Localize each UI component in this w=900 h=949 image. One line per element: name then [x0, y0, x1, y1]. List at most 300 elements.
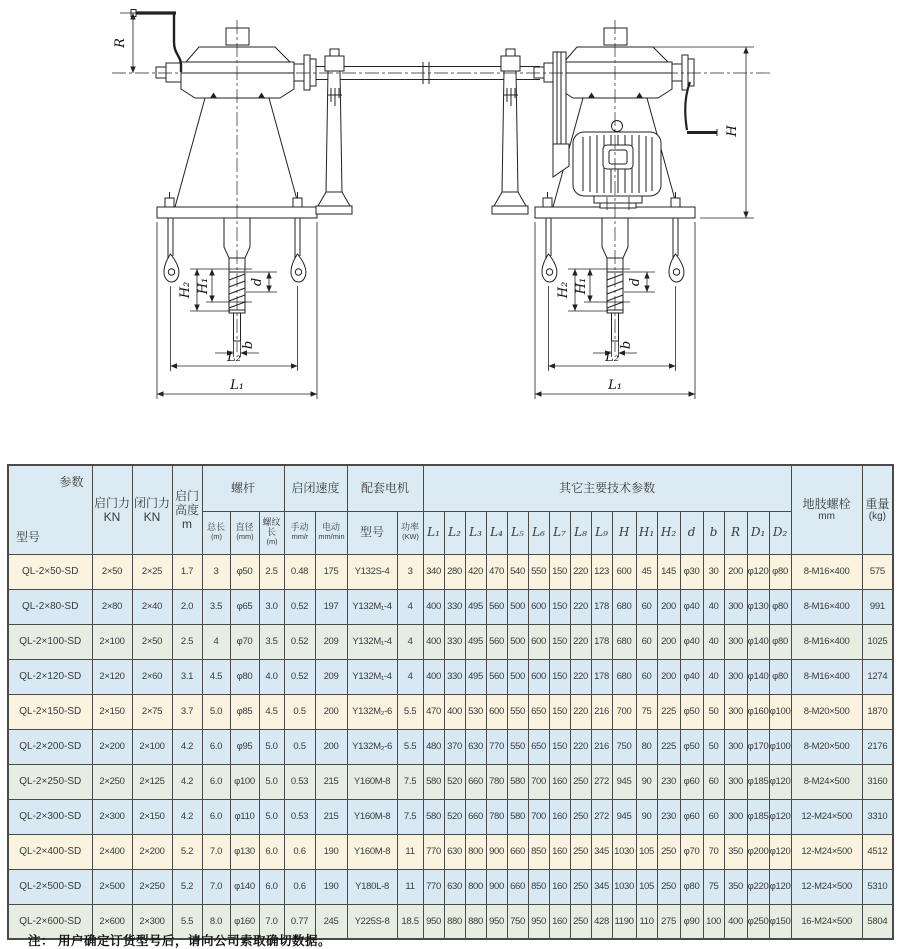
table-cell: 850: [528, 834, 549, 869]
table-cell: 2×125: [132, 764, 172, 799]
table-cell: 150: [549, 694, 570, 729]
col-header-b: b: [703, 511, 724, 554]
table-cell: 2.0: [172, 589, 202, 624]
table-cell: φ50: [680, 694, 703, 729]
table-cell: φ120: [769, 764, 791, 799]
table-cell: 660: [507, 834, 528, 869]
table-cell: 178: [591, 659, 612, 694]
table-cell: 300: [724, 729, 747, 764]
table-cell: 200: [724, 554, 747, 589]
table-cell: 945: [612, 799, 636, 834]
table-cell: 7.5: [397, 799, 423, 834]
table-cell: 100: [703, 904, 724, 939]
table-cell: φ65: [230, 589, 259, 624]
table-cell: 850: [528, 869, 549, 904]
table-cell: φ80: [769, 554, 791, 589]
table-cell: 5.5: [397, 729, 423, 764]
table-cell: 500: [507, 659, 528, 694]
table-cell: 3.5: [202, 589, 230, 624]
table-cell: φ250: [747, 904, 769, 939]
table-cell: 216: [591, 729, 612, 764]
table-cell: 630: [444, 834, 465, 869]
table-row: [8, 869, 893, 904]
table-cell: 2×120: [92, 659, 132, 694]
table-cell: 50: [703, 729, 724, 764]
table-cell: φ70: [230, 624, 259, 659]
col-header-thread-length: 螺纹长 (m): [259, 511, 284, 554]
group-header-screw: 螺杆: [202, 465, 284, 511]
table-cell: 2×150: [132, 799, 172, 834]
table-cell: φ80: [230, 659, 259, 694]
table-cell: 11: [397, 834, 423, 869]
table-cell: 6.0: [202, 729, 230, 764]
col-header-motor-power: 功率 (KW): [397, 511, 423, 554]
table-cell: 4: [397, 624, 423, 659]
table-cell: Y180L-8: [347, 869, 397, 904]
table-cell: 8-M16×400: [791, 554, 862, 589]
table-cell: 150: [549, 659, 570, 694]
table-cell: 178: [591, 624, 612, 659]
table-cell: 2×250: [132, 869, 172, 904]
table-cell: 7.0: [259, 904, 284, 939]
col-header-anchor-bolt: 地肢螺栓 mm: [791, 465, 862, 554]
table-cell: 6.0: [202, 764, 230, 799]
table-row: [8, 554, 893, 589]
table-cell: 3.5: [259, 624, 284, 659]
table-cell: 250: [570, 764, 591, 799]
table-cell: 220: [570, 729, 591, 764]
table-row: [8, 659, 893, 694]
table-cell: φ170: [747, 729, 769, 764]
table-cell: Y160M-8: [347, 764, 397, 799]
table-cell: 540: [507, 554, 528, 589]
table-cell: 230: [657, 799, 680, 834]
table-cell: 350: [724, 834, 747, 869]
table-cell: φ50: [230, 554, 259, 589]
table-cell: 900: [486, 869, 507, 904]
table-cell: 45: [636, 554, 657, 589]
table-cell: 770: [423, 869, 444, 904]
table-cell: 780: [486, 799, 507, 834]
table-cell: 105: [636, 869, 657, 904]
table-cell: 3310: [862, 799, 893, 834]
table-cell: 550: [507, 694, 528, 729]
dim-label-l1: L₁: [230, 378, 244, 393]
table-cell: 5.5: [397, 694, 423, 729]
table-cell: 4.2: [172, 764, 202, 799]
table-cell: 220: [570, 659, 591, 694]
table-cell: 330: [444, 659, 465, 694]
table-cell: 275: [657, 904, 680, 939]
col-header-open-force: 启门力 KN: [92, 465, 132, 554]
table-cell: 200: [657, 589, 680, 624]
table-cell: 600: [612, 554, 636, 589]
table-cell: 800: [465, 834, 486, 869]
table-cell: 209: [315, 659, 347, 694]
table-cell: 4.0: [259, 659, 284, 694]
table-cell: 5.5: [172, 904, 202, 939]
table-cell: Y225S-8: [347, 904, 397, 939]
table-cell: Y132M₁-4: [347, 659, 397, 694]
table-cell: 880: [465, 904, 486, 939]
table-row: [8, 624, 893, 659]
table-cell: φ80: [769, 624, 791, 659]
table-cell: 370: [444, 729, 465, 764]
table-cell: 300: [724, 659, 747, 694]
table-cell: φ200: [747, 834, 769, 869]
table-cell: 660: [507, 869, 528, 904]
table-cell: QL-2×80-SD: [8, 589, 92, 624]
table-cell: 215: [315, 764, 347, 799]
footnote: 注： 用户确定订货型号后，请向公司索取确切数据。: [28, 934, 331, 948]
table-cell: φ120: [769, 834, 791, 869]
table-body: [8, 554, 893, 939]
table-cell: φ160: [230, 904, 259, 939]
table-row: [8, 589, 893, 624]
table-cell: φ80: [769, 659, 791, 694]
table-cell: QL-2×500-SD: [8, 869, 92, 904]
table-cell: 220: [570, 589, 591, 624]
table-cell: 40: [703, 589, 724, 624]
table-cell: 880: [444, 904, 465, 939]
table-cell: φ95: [230, 729, 259, 764]
table-cell: 7.0: [202, 834, 230, 869]
table-cell: 5.0: [259, 764, 284, 799]
table-cell: 2×400: [92, 834, 132, 869]
table-row: [8, 694, 893, 729]
group-header-speed: 启闭速度: [284, 465, 347, 511]
technical-drawing: [0, 0, 900, 460]
table-cell: 8-M20×500: [791, 729, 862, 764]
table-cell: 225: [657, 694, 680, 729]
table-cell: 50: [703, 694, 724, 729]
table-cell: 1.7: [172, 554, 202, 589]
table-cell: 200: [657, 659, 680, 694]
table-cell: φ130: [230, 834, 259, 869]
table-cell: 6.0: [259, 834, 284, 869]
table-cell: 190: [315, 869, 347, 904]
table-cell: 495: [465, 589, 486, 624]
table-cell: 780: [486, 764, 507, 799]
table-cell: 250: [570, 904, 591, 939]
col-header-D1: D₁: [747, 511, 769, 554]
table-cell: φ70: [680, 834, 703, 869]
table-cell: 950: [528, 904, 549, 939]
table-cell: φ60: [680, 799, 703, 834]
table-cell: 160: [549, 869, 570, 904]
table-cell: 5.0: [259, 729, 284, 764]
table-cell: 300: [724, 624, 747, 659]
table-cell: 0.77: [284, 904, 315, 939]
table-cell: 160: [549, 834, 570, 869]
table-cell: 800: [465, 869, 486, 904]
table-cell: 2×500: [92, 869, 132, 904]
table-cell: 60: [703, 799, 724, 834]
table-cell: 250: [570, 799, 591, 834]
col-header-D2: D₂: [769, 511, 791, 554]
table-cell: φ140: [747, 659, 769, 694]
table-cell: 420: [465, 554, 486, 589]
col-header-weight: 重量 (kg): [862, 465, 893, 554]
table-cell: 330: [444, 589, 465, 624]
table-cell: 2×250: [92, 764, 132, 799]
table-cell: 520: [444, 764, 465, 799]
table-cell: 75: [703, 869, 724, 904]
dim-label-h: H: [725, 125, 740, 137]
table-cell: φ85: [230, 694, 259, 729]
table-cell: 340: [423, 554, 444, 589]
table-cell: Y132M₁-4: [347, 589, 397, 624]
table-cell: φ140: [747, 624, 769, 659]
table-cell: 215: [315, 799, 347, 834]
table-cell: 2×300: [92, 799, 132, 834]
table-cell: 600: [528, 659, 549, 694]
table-cell: φ80: [680, 869, 703, 904]
table-cell: 2×100: [92, 624, 132, 659]
table-cell: 160: [549, 799, 570, 834]
table-cell: 3.0: [259, 589, 284, 624]
table-cell: 200: [315, 729, 347, 764]
table-cell: 1030: [612, 869, 636, 904]
table-cell: QL-2×50-SD: [8, 554, 92, 589]
table-cell: 2×50: [92, 554, 132, 589]
table-row: [8, 764, 893, 799]
table-cell: 16-M24×500: [791, 904, 862, 939]
table-cell: 5804: [862, 904, 893, 939]
table-cell: 2×200: [92, 729, 132, 764]
table-cell: 1870: [862, 694, 893, 729]
table-cell: 2×25: [132, 554, 172, 589]
table-cell: 280: [444, 554, 465, 589]
table-cell: 12-M24×500: [791, 799, 862, 834]
table-cell: φ40: [680, 624, 703, 659]
table-cell: φ30: [680, 554, 703, 589]
table-cell: QL-2×100-SD: [8, 624, 92, 659]
col-header-L6: L₆: [528, 511, 549, 554]
table-cell: 80: [636, 729, 657, 764]
table-row: [8, 729, 893, 764]
table-cell: 350: [724, 869, 747, 904]
table-cell: φ185: [747, 799, 769, 834]
table-cell: 4.2: [172, 799, 202, 834]
table-cell: 200: [657, 624, 680, 659]
table-cell: 700: [612, 694, 636, 729]
table-cell: 105: [636, 834, 657, 869]
table-cell: 150: [549, 729, 570, 764]
table-cell: φ120: [747, 554, 769, 589]
table-cell: 770: [486, 729, 507, 764]
table-cell: 11: [397, 869, 423, 904]
table-cell: 2×300: [132, 904, 172, 939]
table-cell: 991: [862, 589, 893, 624]
table-cell: 70: [703, 834, 724, 869]
table-cell: 7.5: [397, 764, 423, 799]
table-cell: φ100: [769, 729, 791, 764]
col-header-L7: L₇: [549, 511, 570, 554]
table-cell: 500: [507, 624, 528, 659]
table-cell: 500: [507, 589, 528, 624]
table-cell: 400: [423, 589, 444, 624]
table-cell: φ80: [769, 589, 791, 624]
table-cell: 1025: [862, 624, 893, 659]
table-cell: 8-M16×400: [791, 589, 862, 624]
table-cell: 2×200: [132, 834, 172, 869]
table-cell: 272: [591, 764, 612, 799]
table-cell: φ100: [230, 764, 259, 799]
table-cell: 680: [612, 589, 636, 624]
table-cell: 4512: [862, 834, 893, 869]
corner-cell: [8, 465, 92, 554]
table-cell: 2×60: [132, 659, 172, 694]
table-cell: 216: [591, 694, 612, 729]
table-cell: 660: [465, 799, 486, 834]
table-cell: φ185: [747, 764, 769, 799]
table-cell: 175: [315, 554, 347, 589]
table-cell: Y132M₂-6: [347, 694, 397, 729]
table-cell: 400: [724, 904, 747, 939]
table-cell: 300: [724, 799, 747, 834]
table-cell: 600: [528, 589, 549, 624]
table-cell: 123: [591, 554, 612, 589]
table-cell: 2×75: [132, 694, 172, 729]
table-cell: 550: [528, 554, 549, 589]
col-header-electric-speed: 电动 mm/min: [315, 511, 347, 554]
right-hand-crank: [685, 82, 717, 136]
table-row: [8, 834, 893, 869]
table-cell: 75: [636, 694, 657, 729]
col-header-L3: L₃: [465, 511, 486, 554]
table-cell: 12-M24×500: [791, 869, 862, 904]
table-cell: 30: [703, 554, 724, 589]
table-cell: 345: [591, 834, 612, 869]
table-cell: 0.6: [284, 834, 315, 869]
table-cell: 300: [724, 694, 747, 729]
table-cell: 60: [636, 659, 657, 694]
table-cell: 660: [465, 764, 486, 799]
left-hoist-unit: [156, 28, 317, 218]
table-cell: 60: [636, 624, 657, 659]
col-header-L2: L₂: [444, 511, 465, 554]
table-cell: 4.2: [172, 729, 202, 764]
table-cell: 160: [549, 904, 570, 939]
table-cell: 1190: [612, 904, 636, 939]
table-cell: 40: [703, 659, 724, 694]
col-header-L8: L₈: [570, 511, 591, 554]
dim-label-h1: H₁: [196, 277, 211, 295]
table-cell: 0.52: [284, 589, 315, 624]
table-cell: 60: [636, 589, 657, 624]
table-cell: 520: [444, 799, 465, 834]
table-cell: φ150: [769, 904, 791, 939]
col-header-d: d: [680, 511, 703, 554]
table-cell: 0.52: [284, 659, 315, 694]
table-cell: 3160: [862, 764, 893, 799]
dim-label-l2: L₂: [227, 350, 241, 365]
table-cell: 3.1: [172, 659, 202, 694]
table-cell: 0.5: [284, 729, 315, 764]
table-cell: Y132S-4: [347, 554, 397, 589]
col-header-close-force: 闭门力 KN: [132, 465, 172, 554]
table-cell: 650: [528, 729, 549, 764]
col-header-L1: L₁: [423, 511, 444, 554]
dim-label-b: b: [241, 340, 256, 350]
table-cell: 2×80: [92, 589, 132, 624]
table-cell: 200: [315, 694, 347, 729]
table-cell: 2×40: [132, 589, 172, 624]
table-cell: Y132M₁-4: [347, 624, 397, 659]
table-cell: 700: [528, 799, 549, 834]
table-cell: φ90: [680, 904, 703, 939]
shaft-stand: [316, 49, 352, 214]
table-cell: 8-M16×400: [791, 659, 862, 694]
table-cell: 945: [612, 764, 636, 799]
table-cell: 750: [507, 904, 528, 939]
shaft-stand-2: [492, 49, 528, 214]
table-cell: 250: [570, 869, 591, 904]
col-header-L5: L₅: [507, 511, 528, 554]
table-cell: 8-M16×400: [791, 624, 862, 659]
table-cell: 0.5: [284, 694, 315, 729]
table-cell: φ60: [680, 764, 703, 799]
table-cell: 580: [423, 799, 444, 834]
col-header-H1: H₁: [636, 511, 657, 554]
table-cell: φ160: [747, 694, 769, 729]
table-cell: 90: [636, 799, 657, 834]
table-cell: 580: [507, 764, 528, 799]
table-cell: 600: [486, 694, 507, 729]
table-cell: 330: [444, 624, 465, 659]
table-cell: 197: [315, 589, 347, 624]
table-cell: 190: [315, 834, 347, 869]
corner-label-bottom: 型号: [16, 530, 41, 545]
table-cell: 5310: [862, 869, 893, 904]
table-cell: 750: [612, 729, 636, 764]
table-cell: 4: [397, 659, 423, 694]
table-cell: 3: [397, 554, 423, 589]
table-cell: φ40: [680, 659, 703, 694]
col-header-screw-diameter: 直径 (mm): [230, 511, 259, 554]
table-cell: 0.53: [284, 764, 315, 799]
table-cell: 8-M24×500: [791, 764, 862, 799]
table-cell: 245: [315, 904, 347, 939]
table-cell: 5.2: [172, 834, 202, 869]
table-cell: 3: [202, 554, 230, 589]
table-cell: QL-2×400-SD: [8, 834, 92, 869]
table-cell: 145: [657, 554, 680, 589]
table-cell: 8.0: [202, 904, 230, 939]
col-header-lift-height: 启门 高度 m: [172, 465, 202, 554]
table-cell: 5.2: [172, 869, 202, 904]
table-cell: 7.0: [202, 869, 230, 904]
table-cell: Y160M-8: [347, 834, 397, 869]
table-cell: 0.53: [284, 799, 315, 834]
table-cell: 428: [591, 904, 612, 939]
table-cell: 220: [570, 554, 591, 589]
table-cell: 470: [486, 554, 507, 589]
table-cell: 300: [724, 764, 747, 799]
table-cell: 400: [423, 624, 444, 659]
table-cell: 220: [570, 624, 591, 659]
table-cell: 60: [703, 764, 724, 799]
dim-label-d: d: [250, 277, 265, 287]
table-cell: φ100: [769, 694, 791, 729]
col-header-H2: H₂: [657, 511, 680, 554]
dim-label-r: R: [113, 38, 128, 48]
table-cell: 8-M20×500: [791, 694, 862, 729]
table-cell: φ50: [680, 729, 703, 764]
table-cell: φ40: [680, 589, 703, 624]
group-header-other-params: 其它主要技术参数: [423, 465, 791, 511]
